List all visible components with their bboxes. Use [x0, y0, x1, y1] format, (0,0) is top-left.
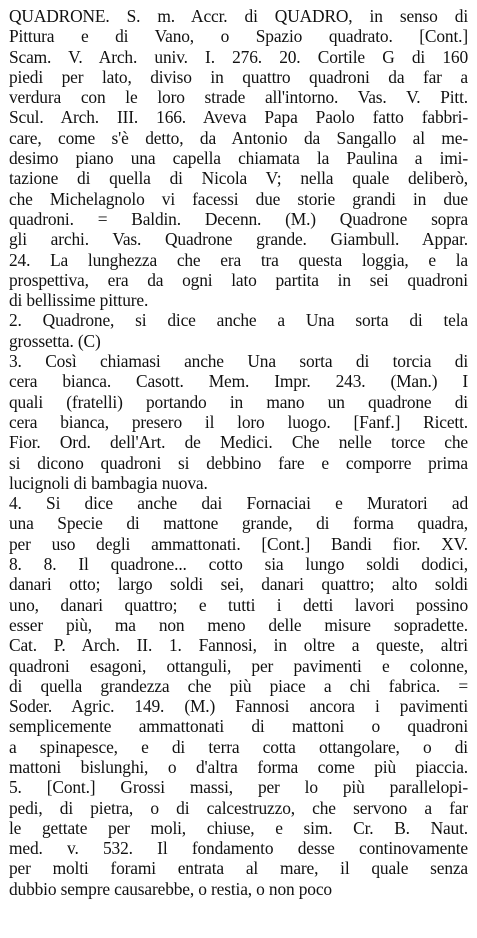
text-line: Scul. Arch. III. 166. Aveva Papa Paolo fatto fabbri- — [9, 107, 468, 128]
text-line: tazione di quella di Nicola V; nella quale deliberò, — [9, 168, 468, 189]
text-line: le gettate per moli, chiuse, e sim. Cr. B. Naut. — [9, 817, 468, 838]
text-line: danari otto; largo soldi sei, danari quattro; alto soldi — [9, 574, 468, 595]
text-line: uno, danari quattro; e tutti i detti lavori possino — [9, 594, 468, 615]
text-line: una Specie di mattone grande, di forma quadra, — [9, 513, 468, 534]
text-line: quadroni esagoni, ottanguli, per pavimenti e colonne, — [9, 655, 468, 676]
text-line: per molti forami entrata al mare, il quale senza — [9, 858, 468, 879]
text-line: si dicono quadroni si debbino fare e comporre prima — [9, 452, 468, 473]
text-line: che Michelagnolo vi facessi due storie grandi in due — [9, 188, 468, 209]
text-line: di bellissime pitture. — [9, 290, 149, 311]
text-line: cera bianca, presero il loro luogo. [Fanf.] Ricett. — [9, 411, 468, 432]
text-line: Soder. Agric. 149. (M.) Fannosi ancora i pavimenti — [9, 696, 468, 717]
text-line: cera bianca. Casott. Mem. Impr. 243. (Man.) I — [9, 371, 468, 392]
text-line: 24. La lunghezza che era tra questa loggia, e la — [9, 249, 468, 270]
text-line: lucignoli di bambagia nuova. — [9, 472, 208, 493]
text-line: desimo piano una capella chiamata la Paulina a imi- — [9, 148, 468, 169]
text-line: quadroni. = Baldin. Decenn. (M.) Quadrone sopra — [9, 208, 468, 229]
text-line: quali (fratelli) portando in mano un quadrone di — [9, 391, 468, 412]
text-line: per uso degli ammattonati. [Cont.] Bandi fior. XV. — [9, 533, 468, 554]
text-line: Pittura e di Vano, o Spazio quadrato. [Cont.] — [9, 26, 468, 47]
text-line: grossetta. (C) — [9, 330, 101, 351]
text-line: piedi per lato, diviso in quattro quadroni da far a — [9, 66, 468, 87]
text-line: care, come s'è detto, da Antonio da Sangallo al me- — [9, 127, 468, 148]
text-line: Cat. P. Arch. II. 1. Fannosi, in oltre a queste, altri — [9, 635, 468, 656]
text-line: di quella grandezza che più piace a chi fabrica. = — [9, 675, 468, 696]
text-line: 8. 8. Il quadrone... cotto sia lungo soldi dodici, — [9, 554, 468, 575]
text-line: Scam. V. Arch. univ. I. 276. 20. Cortile G di 160 — [9, 46, 468, 67]
text-line: dubbio sempre causarebbe, o restia, o non poco — [9, 878, 332, 899]
text-line: 2. Quadrone, si dice anche a Una sorta di tela — [9, 310, 468, 331]
entry-quadrone — [9, 6, 468, 899]
text-line: gli archi. Vas. Quadrone grande. Giambull. Appar. — [9, 229, 468, 250]
text-line: esser più, ma non meno delle misure sopradette. — [9, 614, 468, 635]
text-line: prospettiva, era da ogni lato partita in sei quadroni — [9, 269, 468, 290]
text-line: 5. [Cont.] Grossi massi, per lo più parallelopi- — [9, 777, 468, 798]
text-line: a spinapesce, e di terra cotta ottangolare, o di — [9, 736, 468, 757]
text-line: pedi, di pietra, o di calcestruzzo, che servono a far — [9, 797, 468, 818]
text-line: med. v. 532. Il fondamento desse continovamente — [9, 838, 468, 859]
text-line: verdura con le loro strade all'intorno. Vas. V. Pitt. — [9, 87, 468, 108]
text-line: mattoni bislunghi, o d'altra forma come più piaccia. — [9, 756, 468, 777]
text-line: 4. Si dice anche dai Fornaciai e Muratori ad — [9, 493, 468, 514]
text-line: QUADRONE. S. m. Accr. di QUADRO, in senso di — [9, 6, 468, 26]
text-line: Fior. Ord. dell'Art. de Medici. Che nelle torce che — [9, 432, 468, 453]
text-line: 3. Così chiamasi anche Una sorta di torcia di — [9, 351, 468, 372]
text-line: semplicemente ammattonati di mattoni o quadroni — [9, 716, 468, 737]
